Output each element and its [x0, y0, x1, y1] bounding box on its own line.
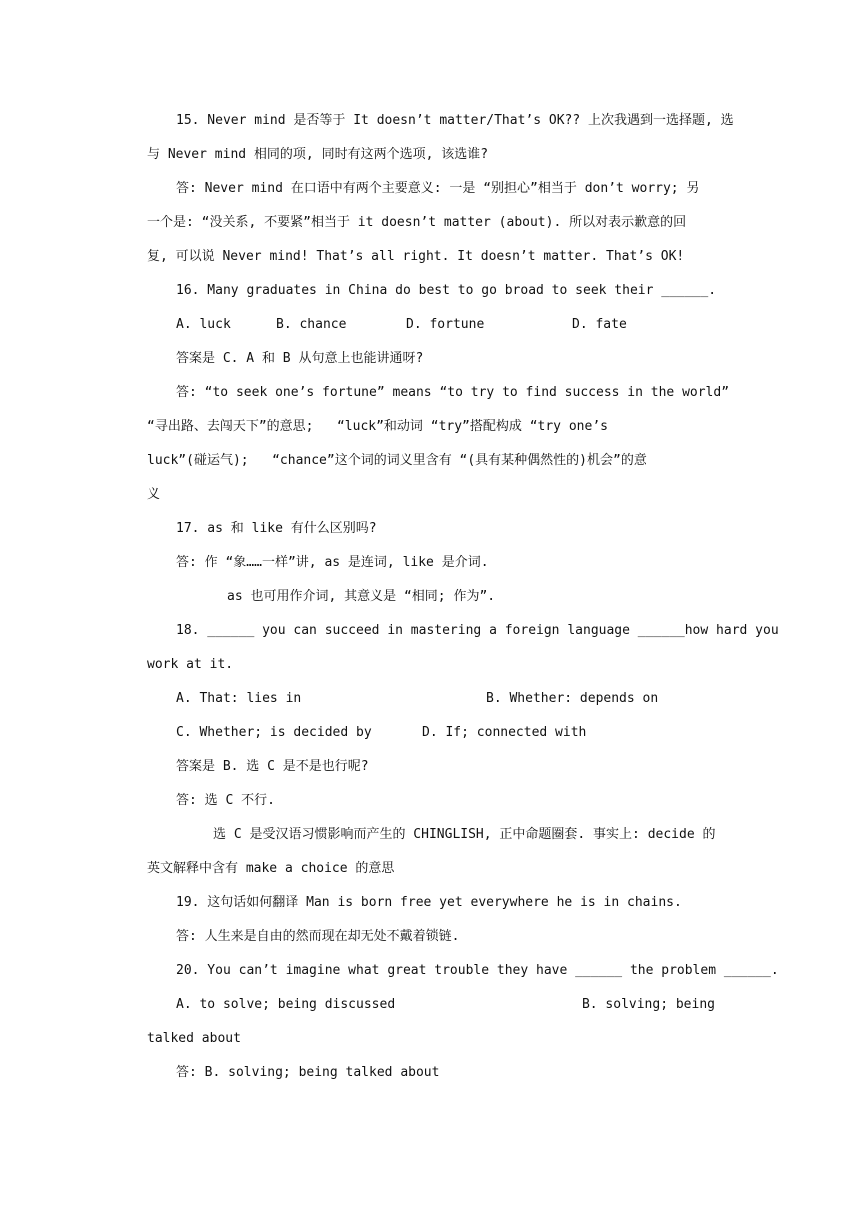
- q16-answer-line-1: 答: “to seek one’s fortune” means “to try to find success in the world”: [176, 385, 730, 400]
- q20-option-b: B. solving; being: [581, 997, 715, 1012]
- q17-answer-line-2: as 也可用作介词, 其意义是 “相同; 作为”.: [227, 589, 496, 604]
- q16-answer-line-2: “寻出路、去闯天下”的意思; “luck”和动词 “try”搭配构成 “try one’s: [147, 419, 608, 434]
- q16-option-c: D. fortune: [406, 317, 485, 332]
- q20-options-row: [147, 988, 715, 1022]
- q16-answer-line-4: 义: [147, 487, 161, 502]
- q16-option-a: A. luck: [176, 317, 231, 332]
- q18-option-d: D. If; connected with: [422, 725, 587, 740]
- q20-answer: 答: B. solving; being talked about: [176, 1065, 440, 1080]
- q18-answer-line-1: 答: 选 C 不行.: [176, 793, 275, 808]
- q18-option-b: B. Whether: depends on: [486, 691, 659, 706]
- q18-question-line-1: 18. ______ you can succeed in mastering a foreign language ______how hard you: [176, 623, 779, 638]
- q18-answer-line-3: 英文解释中含有 make a choice 的意思: [147, 861, 395, 876]
- q18-options-row-2: [147, 716, 715, 750]
- q15-question-line-2: 与 Never mind 相同的项, 同时有这两个选项, 该选谁?: [147, 147, 489, 162]
- q16-option-b: B. chance: [276, 317, 347, 332]
- q18-options-row-1: [147, 682, 715, 716]
- q17-answer-line-1: 答: 作 “象……一样”讲, as 是连词, like 是介词.: [176, 555, 489, 570]
- q16-question: 16. Many graduates in China do best to go broad to seek their ______.: [176, 283, 717, 298]
- q15-question-line-1: 15. Never mind 是否等于 It doesn’t matter/That’s OK?? 上次我遇到一选择题, 选: [176, 113, 734, 128]
- q16-options: [147, 308, 715, 342]
- q15-answer-line-1: 答: Never mind 在口语中有两个主要意义: 一是 “别担心”相当于 don’t worry; 另: [176, 181, 700, 196]
- q18-followup: 答案是 B. 选 C 是不是也行呢?: [176, 759, 369, 774]
- q16-answer-line-3: luck”(碰运气); “chance”这个词的词义里含有 “(具有某种偶然性的)机会”的意: [147, 453, 647, 468]
- q20-option-b-continued: talked about: [147, 1031, 241, 1046]
- document-body: [147, 104, 779, 1090]
- q19-question: 19. 这句话如何翻译 Man is born free yet everywhere he is in chains.: [176, 895, 682, 910]
- q18-answer-line-2: 选 C 是受汉语习惯影响而产生的 CHINGLISH, 正中命题圈套. 事实上: decide 的: [213, 827, 716, 842]
- q15-answer-line-2: 一个是: “没关系, 不要紧”相当于 it doesn’t matter (about). 所以对表示歉意的回: [147, 215, 687, 230]
- q15-answer-line-3: 复, 可以说 Never mind! That’s all right. It doesn’t matter. That’s OK!: [147, 249, 685, 264]
- q19-answer: 答: 人生来是自由的然而现在却无处不戴着锁链.: [176, 929, 460, 944]
- q18-question-line-2: work at it.: [147, 657, 234, 672]
- q16-option-d: D. fate: [572, 317, 627, 332]
- q18-option-a: A. That: lies in: [176, 691, 302, 706]
- q20-option-a: A. to solve; being discussed: [176, 997, 396, 1012]
- q20-question: 20. You can’t imagine what great trouble they have ______ the problem ______.: [176, 963, 779, 978]
- q16-followup: 答案是 C. A 和 B 从句意上也能讲通呀?: [176, 351, 424, 366]
- q17-question: 17. as 和 like 有什么区别吗?: [176, 521, 377, 536]
- q18-option-c: C. Whether; is decided by: [176, 725, 372, 740]
